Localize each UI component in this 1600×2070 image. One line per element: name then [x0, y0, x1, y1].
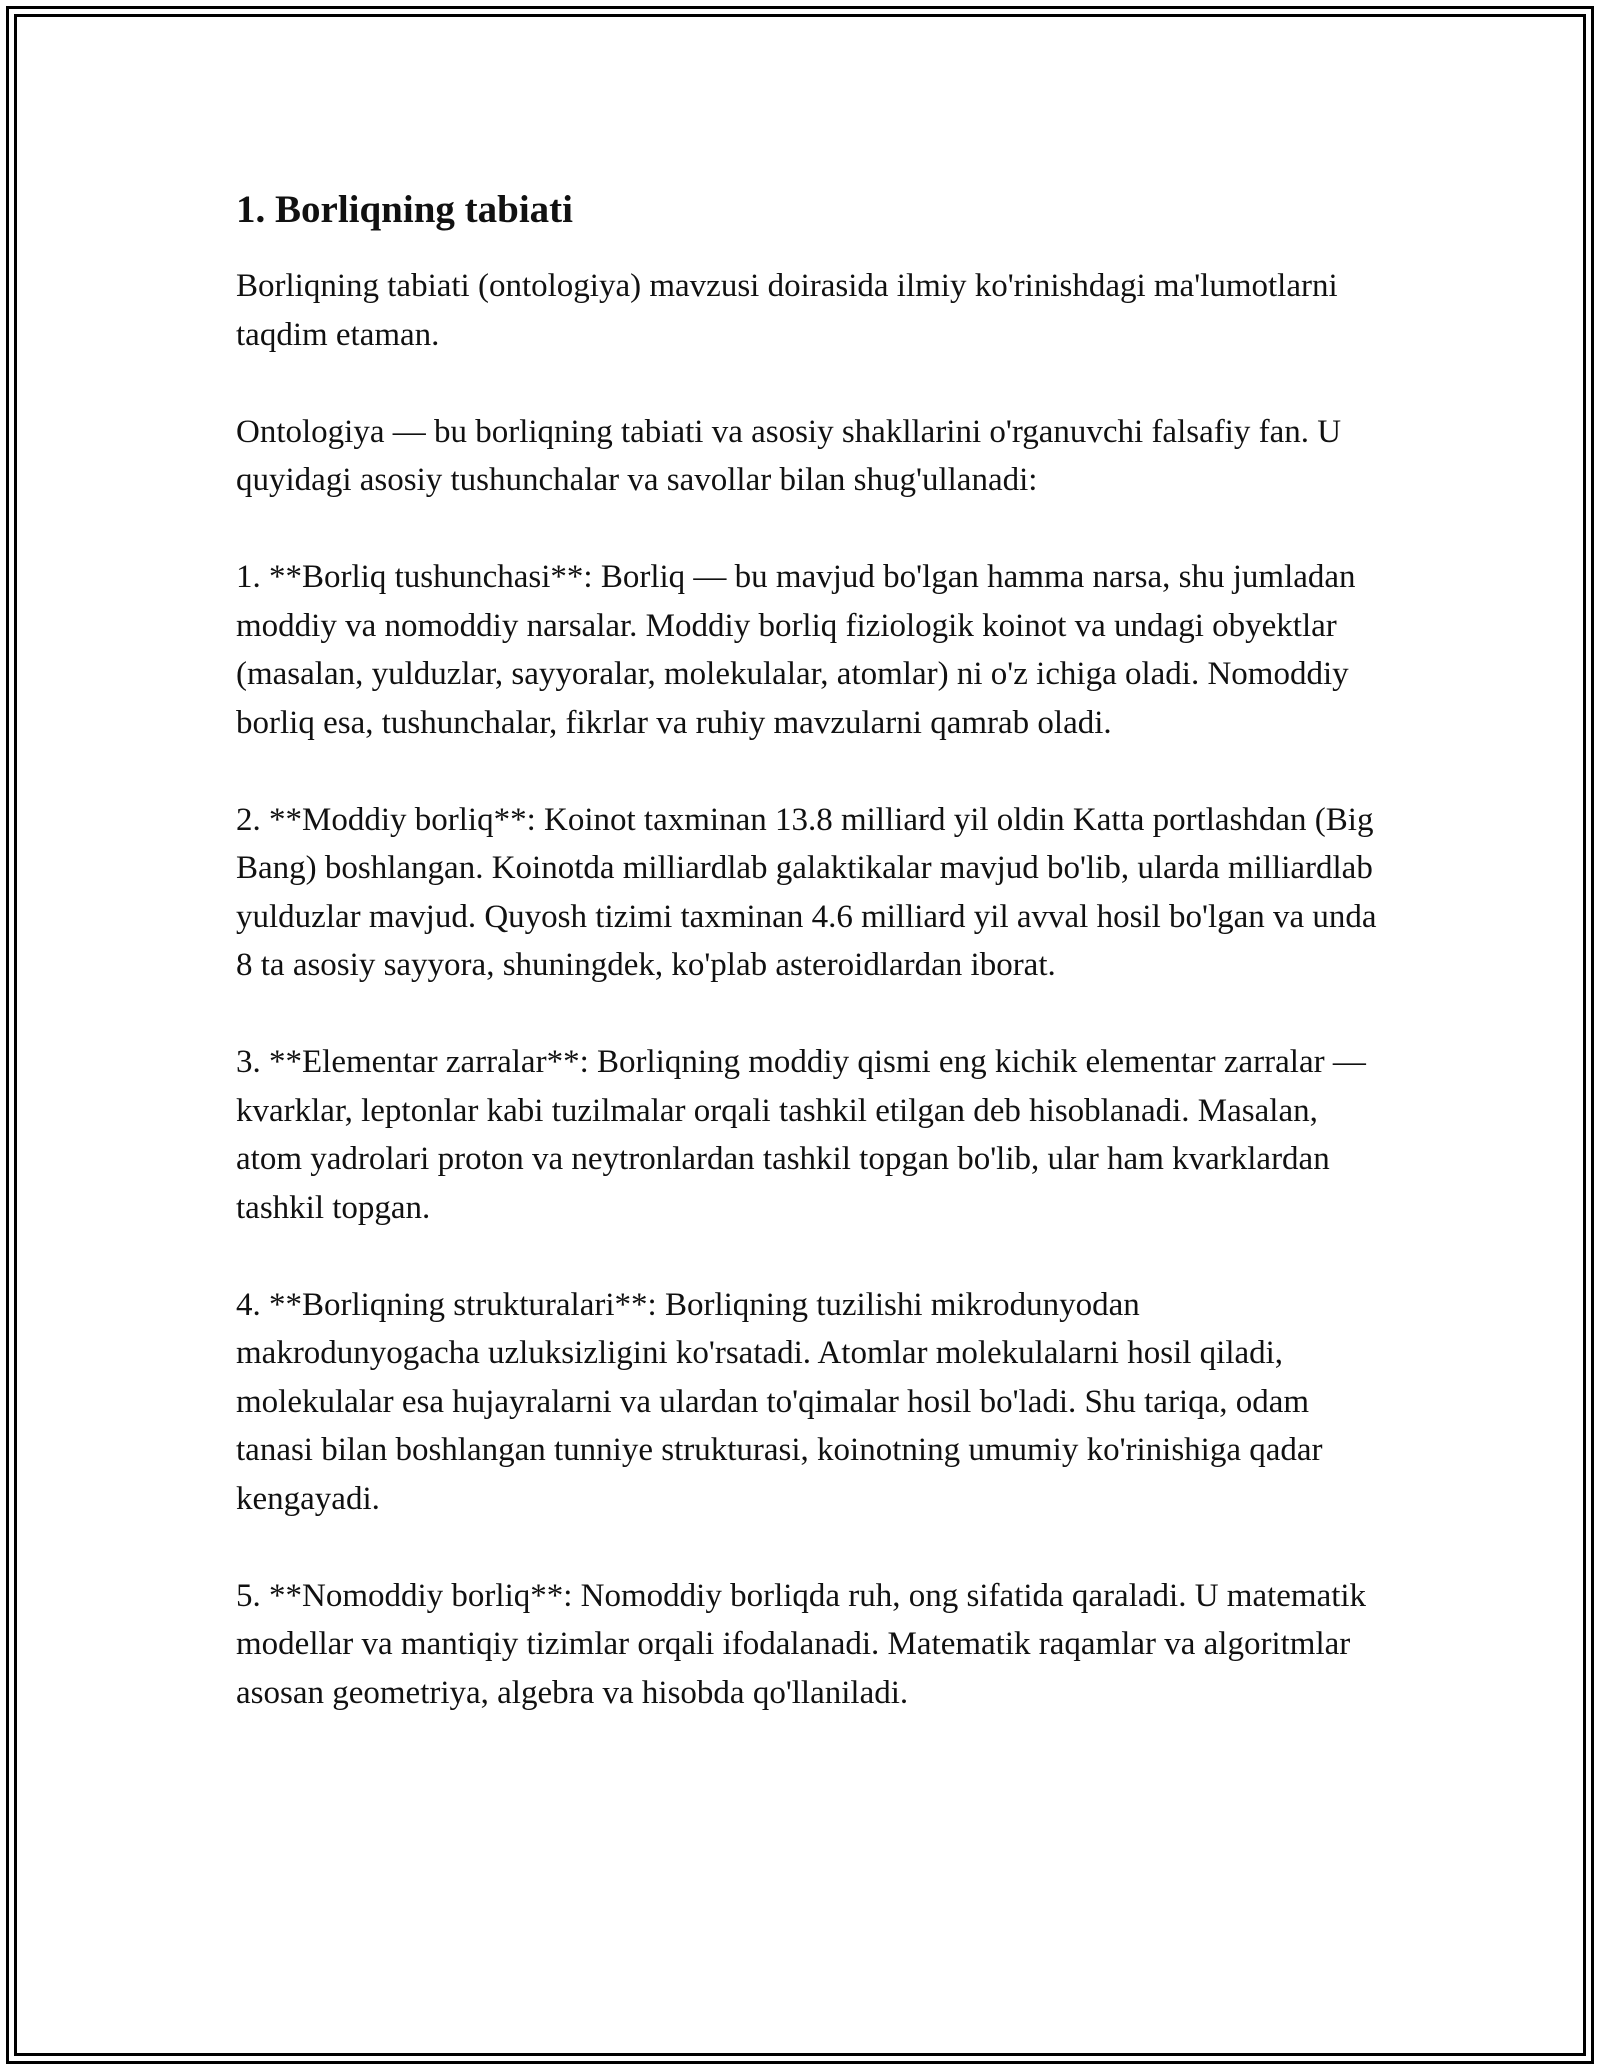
list-item-elementar-zarralar: 3. **Elementar zarralar**: Borliqning moddiy qismi eng kichik elementar zarralar — kvarklar, leptonlar kabi tuzilmalar orqali tashkil etilgan deb hisoblanadi. Masalan, atom yadrolari proton va neytronlardan tashkil topgan bo'lib, ular ham kvarklardan tashkil topgan. — [236, 1044, 1366, 1226]
intro-paragraph: Borliqning tabiati (ontologiya) mavzusi doirasida ilmiy ko'rinishdagi ma'lumotlarni taqdim etaman. — [236, 268, 1338, 353]
document-body — [236, 186, 1386, 1717]
list-item-nomoddiy-borliq: 5. **Nomoddiy borliq**: Nomoddiy borliqda ruh, ong sifatida qaraladi. U matematik modellar va mantiqiy tizimlar orqali ifodalanadi. Matematik raqamlar va algoritmlar asosan geometriya, algebra va hisobda qo'llaniladi. — [236, 1577, 1367, 1711]
list-item-borliq-tushunchasi: 1. **Borliq tushunchasi**: Borliq — bu mavjud bo'lgan hamma narsa, shu jumladan moddiy va nomoddiy narsalar. Moddiy borliq fiziologik koinot va undagi obyektlar (masalan, yulduzlar, sayyoralar, molekulalar, atomlar) ni o'z ichiga oladi. Nomoddiy borliq esa, tushunchalar, fikrlar va ruhiy mavzularni qamrab oladi. — [236, 559, 1356, 741]
list-item-borliqning-strukturalari: 4. **Borliqning strukturalari**: Borliqning tuzilishi mikrodunyodan makrodunyogacha uzluksizligini ko'rsatadi. Atomlar molekulalarni hosil qiladi, molekulalar esa hujayralarni va ulardan to'qimalar hosil bo'ladi. Shu tariqa, odam tanasi bilan boshlangan tunniye strukturasi, koinotning umumiy ko'rinishiga qadar kengayadi. — [236, 1286, 1323, 1517]
ontology-definition-paragraph: Ontologiya — bu borliqning tabiati va asosiy shakllarini o'rganuvchi falsafiy fan. U quyidagi asosiy tushunchalar va savollar bilan shug'ullanadi: — [236, 413, 1342, 498]
list-item-moddiy-borliq: 2. **Moddiy borliq**: Koinot taxminan 13.8 milliard yil oldin Katta portlashdan (Big Bang) boshlangan. Koinotda milliardlab galaktikalar mavjud bo'lib, ularda milliardlab yulduzlar mavjud. Quyosh tizimi taxminan 4.6 milliard yil avval hosil bo'lgan va unda 8 ta asosiy sayyora, shuningdek, ko'plab asteroidlardan iborat. — [236, 801, 1377, 983]
page-title: 1. Borliqning tabiati — [236, 188, 573, 231]
